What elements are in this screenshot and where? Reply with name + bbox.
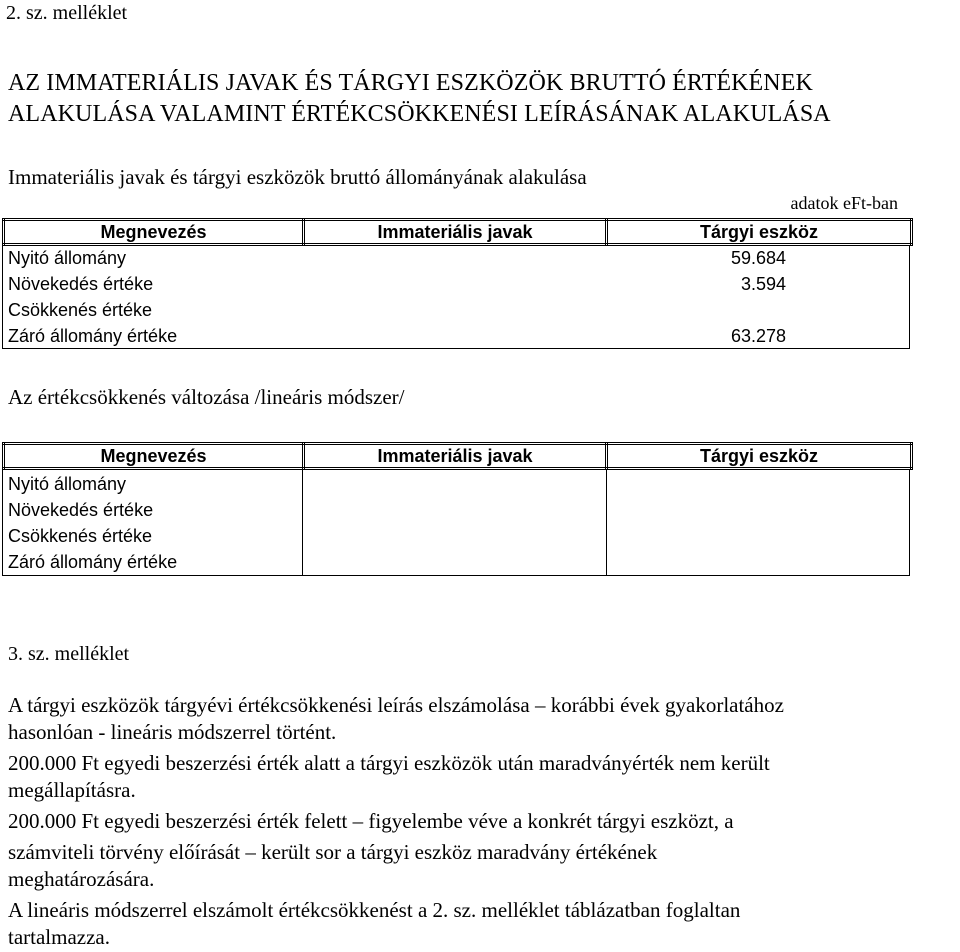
table-row-label: Záró állomány értéke — [8, 552, 178, 572]
body-line: A tárgyi eszközök tárgyévi értékcsökkenési leírás elszámolása – korábbi évek gyakorlatához — [8, 693, 784, 717]
table-cell-value: 59.684 — [730, 248, 786, 268]
column-divider — [302, 469, 303, 576]
table-row-label: Csökkenés értéke — [8, 526, 153, 546]
table-row-label: Nyitó állomány — [8, 248, 127, 268]
depreciation-section-title: Az értékcsökkenés változása /lineáris módszer/ — [8, 385, 405, 409]
annex-3-label: 3. sz. melléklet — [8, 643, 130, 665]
body-line: A lineáris módszerrel elszámolt értékcsökkenést a 2. sz. melléklet táblázatban foglaltan — [8, 898, 741, 922]
unit-note: adatok eFt-ban — [790, 193, 898, 213]
annex-3-body — [8, 692, 958, 951]
document-title-line-2: ALAKULÁSA VALAMINT ÉRTÉKCSÖKKENÉSI LEÍRÁSÁNAK ALAKULÁSA — [8, 101, 831, 127]
body-line: 200.000 Ft egyedi beszerzési érték alatt a tárgyi eszközök után maradványérték nem került — [8, 751, 770, 775]
gross-table-header — [2, 218, 913, 246]
document-title-line-1: AZ IMMATERIÁLIS JAVAK ÉS TÁRGYI ESZKÖZÖK BRUTTÓ ÉRTÉKÉNEK — [8, 70, 813, 96]
table-row-label: Csökkenés értéke — [8, 300, 153, 320]
table-row-label: Növekedés értéke — [8, 274, 154, 294]
column-divider — [606, 469, 607, 576]
header-name: Megnevezés — [4, 220, 304, 245]
body-line: tartalmazza. — [8, 925, 111, 949]
table-row-label: Nyitó állomány — [8, 474, 127, 494]
body-line: meghatározására. — [8, 867, 155, 891]
annex-2-label: 2. sz. melléklet — [6, 2, 128, 24]
gross-section-subtitle: Immateriális javak és tárgyi eszközök bruttó állományának alakulása — [8, 165, 587, 189]
header-tangible: Tárgyi eszköz — [607, 444, 912, 469]
body-line: 200.000 Ft egyedi beszerzési érték felett – figyelembe véve a konkrét tárgyi eszközt, a — [8, 809, 734, 833]
depreciation-table-header — [2, 442, 913, 470]
table-row-label: Növekedés értéke — [8, 500, 154, 520]
body-line: megállapításra. — [8, 778, 136, 802]
body-line: hasonlóan - lineáris módszerrel történt. — [8, 720, 337, 744]
header-tangible: Tárgyi eszköz — [607, 220, 912, 245]
header-intangible: Immateriális javak — [304, 220, 607, 245]
body-line: számviteli törvény előírását – került sor a tárgyi eszköz maradvány értékének — [8, 840, 658, 864]
header-intangible: Immateriális javak — [304, 444, 607, 469]
header-name: Megnevezés — [4, 444, 304, 469]
table-cell-value: 3.594 — [740, 274, 786, 294]
table-row-label: Záró állomány értéke — [8, 326, 178, 346]
table-cell-value: 63.278 — [730, 326, 786, 346]
